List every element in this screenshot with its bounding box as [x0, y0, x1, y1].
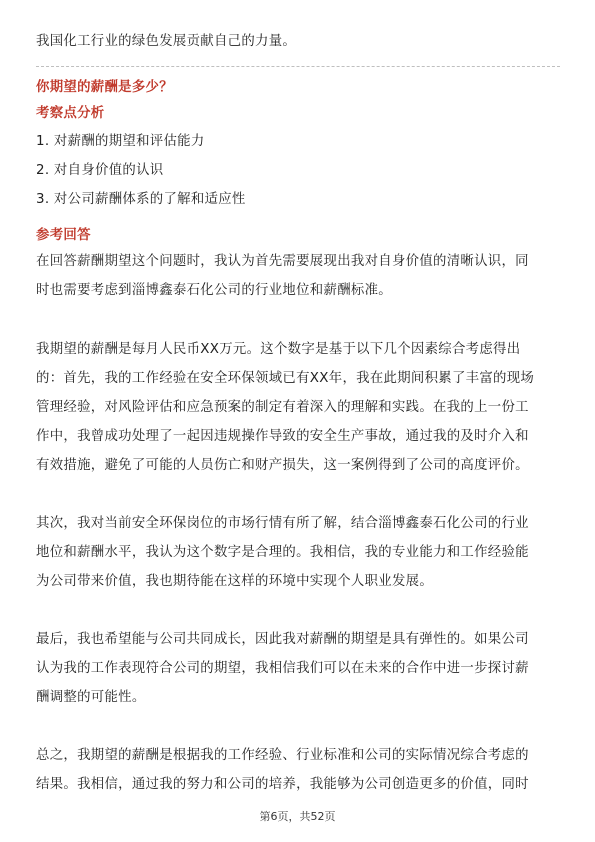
page-number-footer: 第6页，共52页	[259, 810, 336, 823]
analysis-heading: 考察点分析	[36, 106, 105, 121]
answer-line: 酬调整的可能性。	[36, 690, 146, 705]
answer-line: 时也需要考虑到淄博鑫泰石化公司的行业地位和薪酬标准。	[36, 283, 392, 298]
question-heading: 你期望的薪酬是多少？	[36, 80, 173, 95]
answer-line: 认为我的工作表现符合公司的期望，我相信我们可以在未来的合作中进一步探讨薪	[36, 661, 529, 676]
analysis-item: 3. 对公司薪酬体系的了解和适应性	[36, 192, 246, 207]
intro-tail-text: 我国化工行业的绿色发展贡献自己的力量。	[36, 34, 297, 49]
answer-line: 的：首先，我的工作经验在安全环保领域已有XX年，我在此期间积累了丰富的现场	[36, 371, 535, 386]
answer-heading: 参考回答	[36, 228, 91, 243]
answer-line: 作中，我曾成功处理了一起因违规操作导致的安全生产事故，通过我的及时介入和	[36, 429, 529, 444]
analysis-item: 2. 对自身价值的认识	[36, 163, 164, 178]
answer-line: 结果。我相信，通过我的努力和公司的培养，我能够为公司创造更多的价值，同时	[36, 777, 529, 792]
answer-line: 管理经验，对风险评估和应急预案的制定有着深入的理解和实践。在我的上一份工	[36, 400, 529, 415]
answer-line: 地位和薪酬水平，我认为这个数字是合理的。我相信，我的专业能力和工作经验能	[36, 545, 529, 560]
answer-line: 总之，我期望的薪酬是根据我的工作经验、行业标准和公司的实际情况综合考虑的	[36, 748, 529, 763]
answer-line: 我期望的薪酬是每月人民币XX万元。这个数字是基于以下几个因素综合考虑得出	[36, 342, 521, 357]
answer-line: 最后，我也希望能与公司共同成长，因此我对薪酬的期望是具有弹性的。如果公司	[36, 632, 529, 647]
answer-line: 为公司带来价值，我也期待能在这样的环境中实现个人职业发展。	[36, 574, 434, 589]
section-divider	[36, 66, 560, 67]
answer-line: 其次，我对当前安全环保岗位的市场行情有所了解，结合淄博鑫泰石化公司的行业	[36, 516, 529, 531]
answer-line: 有效措施，避免了可能的人员伤亡和财产损失，这一案例得到了公司的高度评价。	[36, 458, 529, 473]
analysis-item: 1. 对薪酬的期望和评估能力	[36, 134, 205, 149]
answer-line: 在回答薪酬期望这个问题时，我认为首先需要展现出我对自身价值的清晰认识，同	[36, 254, 529, 269]
